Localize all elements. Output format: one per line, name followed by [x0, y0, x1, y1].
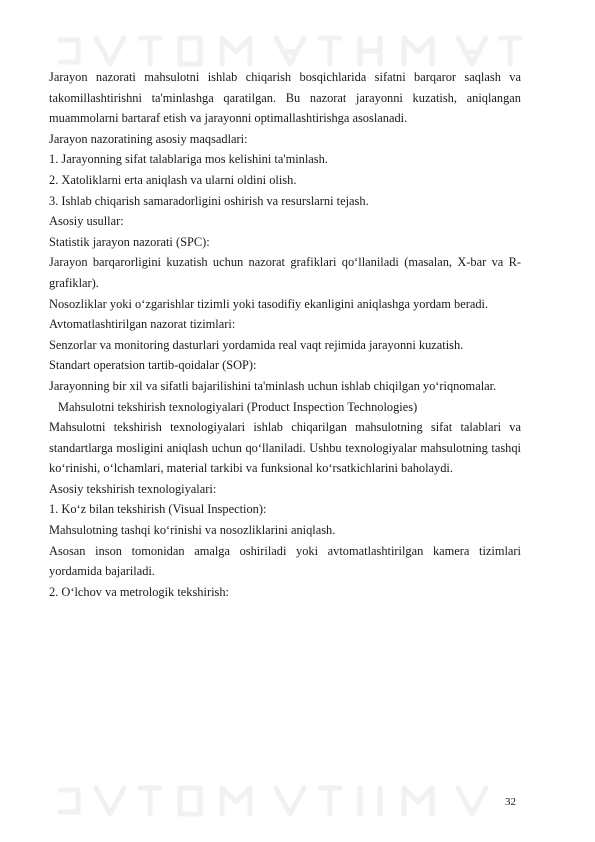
paragraph-inspection: Mahsulotni tekshirish texnologiyalari ishlab chiqarilgan mahsulotning sifat talablari va standartlarga mosligini aniqlash uchun qo‘llaniladi. Ushbu texnologiyalar mahsulotning tashqi ko‘rinishi, o‘lchamlari, material tarkibi va funksional ko‘rsatkichlarini baholaydi.	[49, 420, 521, 476]
list-item-goal-2: 2. Xatoliklarni erta aniqlash va ularni oldini olish.	[49, 172, 297, 187]
heading-inspection-technologies: Asosiy tekshirish texnologiyalari:	[49, 481, 217, 496]
list-item-goal-3: 3. Ishlab chiqarish samaradorligini oshirish va resurslarni tejash.	[49, 193, 369, 208]
paragraph-visual-2: Asosan inson tomonidan amalga oshiriladi yoki avtomatlashtirilgan kamera tizimlari yordamida bajariladi.	[49, 543, 521, 579]
page-number: 32	[505, 796, 516, 808]
section-heading-inspection: Mahsulotni tekshirish texnologiyalari (Product Inspection Technologies)	[58, 399, 418, 414]
paragraph-visual-1: Mahsulotning tashqi ko‘rinishi va nosozliklarini aniqlash.	[49, 523, 336, 538]
document-body	[49, 67, 521, 602]
subheading-automated: Avtomatlashtirilgan nazorat tizimlari:	[49, 317, 236, 332]
paragraph-automated: Senzorlar va monitoring dasturlari yordamida real vaqt rejimida jarayonni kuzatish.	[49, 337, 464, 352]
subheading-spc: Statistik jarayon nazorati (SPC):	[49, 234, 210, 249]
subheading-sop: Standart operatsion tartib-qoidalar (SOP):	[49, 358, 257, 373]
heading-methods: Asosiy usullar:	[49, 214, 124, 229]
list-item-visual: 1. Ko‘z bilan tekshirish (Visual Inspection):	[49, 502, 267, 517]
list-item-goal-1: 1. Jarayonning sifat talablariga mos kelishini ta'minlash.	[49, 152, 328, 167]
heading-goals: Jarayon nazoratining asosiy maqsadlari:	[49, 131, 248, 146]
list-item-metrology: 2. O‘lchov va metrologik tekshirish:	[49, 584, 229, 599]
paragraph-sop: Jarayonning bir xil va sifatli bajarilishini ta'minlash uchun ishlab chiqilgan yo‘riqnomalar.	[49, 378, 497, 393]
paragraph-spc-1: Jarayon barqarorligini kuzatish uchun nazorat grafiklari qo‘llaniladi (masalan, X-bar va R-grafiklar).	[49, 255, 521, 290]
paragraph-intro: Jarayon nazorati mahsulotni ishlab chiqarish bosqichlarida sifatni barqaror saqlash va takomillashtirishni ta'minlashga qaratilgan. Bu nazorat jarayonni kuzatish, aniqlangan muammolarni bartaraf etish va jarayonni optimallashtirishga asoslanadi.	[49, 70, 521, 126]
paragraph-spc-2: Nosozliklar yoki o‘zgarishlar tizimli yoki tasodifiy ekanligini aniqlashga yordam beradi.	[49, 296, 489, 311]
